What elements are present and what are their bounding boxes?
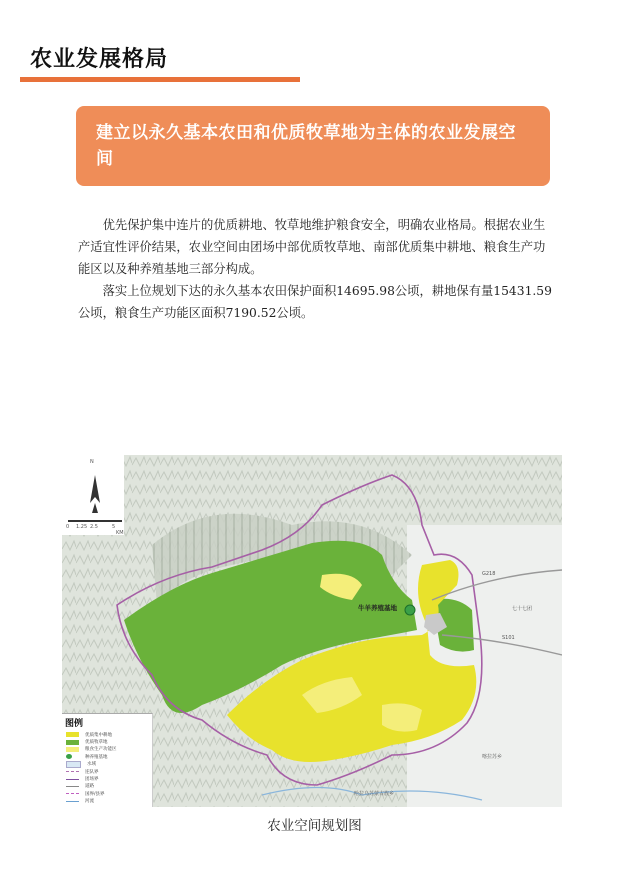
legend-swatch [66, 761, 81, 768]
scale-tick: 5 [112, 524, 116, 530]
breeding-base-marker [405, 605, 415, 615]
scale-tick: 1.25 [76, 524, 88, 530]
road-s101-label: S101 [502, 635, 515, 641]
legend-line [66, 771, 79, 772]
legend-item [62, 746, 152, 753]
legend-title: 图例 [65, 719, 84, 729]
legend-swatch [66, 740, 79, 745]
legend-swatch [66, 747, 79, 752]
breeding-base-label: 牛羊养殖基地 [358, 604, 397, 612]
banner-text: 建立以永久基本农田和优质牧草地为主体的农业发展空间 [96, 123, 516, 169]
legend-label: 国界/县界 [85, 791, 105, 797]
legend-item [62, 753, 152, 760]
body-paragraph: 优先保护集中连片的优质耕地、牧草地维护粮食安全，明确农业格局。根据农业生产适宜性评价结果，农业空间由团场中部优质牧草地、南部优质集中耕地、粮食生产功能区以及种养殖基地三部分构成。 [78, 218, 546, 276]
legend-label: 粮食生产功能区 [85, 747, 117, 753]
headline-banner [76, 106, 550, 186]
legend-label: 水域 [87, 762, 96, 768]
legend-label: 团场界 [85, 777, 99, 783]
map-caption: 农业空间规划图 [267, 818, 362, 834]
legend-item [62, 761, 152, 768]
legend-item [62, 790, 152, 797]
body-paragraph: 落实上位规划下达的永久基本农田保护面积14695.98公顷，耕地保有量15431.59公顷，粮食生产功能区面积7190.52公顷。 [78, 284, 552, 320]
legend-label: 河流 [85, 799, 94, 805]
place-east-label: 七十七团 [512, 606, 533, 612]
legend-label: 优质集中耕地 [85, 732, 112, 738]
body-text [78, 214, 552, 324]
legend-item [62, 798, 152, 805]
legend-item [62, 775, 152, 782]
legend-line [66, 786, 79, 787]
legend-item [62, 768, 152, 775]
legend-swatch [66, 754, 72, 759]
north-label: N [90, 459, 94, 465]
legend-line [66, 801, 79, 802]
legend-label: 种养殖基地 [85, 754, 108, 760]
scale-tick: 0 [66, 524, 70, 530]
scale-tick: 2.5 [90, 524, 98, 530]
legend-line [66, 793, 79, 794]
legend-line [66, 779, 79, 780]
section-title: 农业发展格局 [30, 47, 169, 72]
grain-zone [382, 703, 422, 731]
map-legend [62, 713, 153, 807]
agri-space-map [62, 455, 562, 807]
legend-item [62, 783, 152, 790]
road-g218-label: G218 [482, 571, 496, 577]
legend-label: 连队界 [85, 769, 99, 775]
scale-unit: KM [116, 530, 124, 536]
title-underline [20, 77, 300, 82]
legend-item [62, 738, 152, 745]
place-southeast-label: 喀拉苏乡 [482, 754, 503, 760]
legend-item [62, 731, 152, 738]
legend-swatch [66, 732, 79, 737]
legend-label: 优质牧草地 [85, 740, 108, 746]
place-south-label: 哈拉乌苏蒙古族乡 [354, 791, 395, 797]
legend-label: 道路 [85, 784, 94, 790]
